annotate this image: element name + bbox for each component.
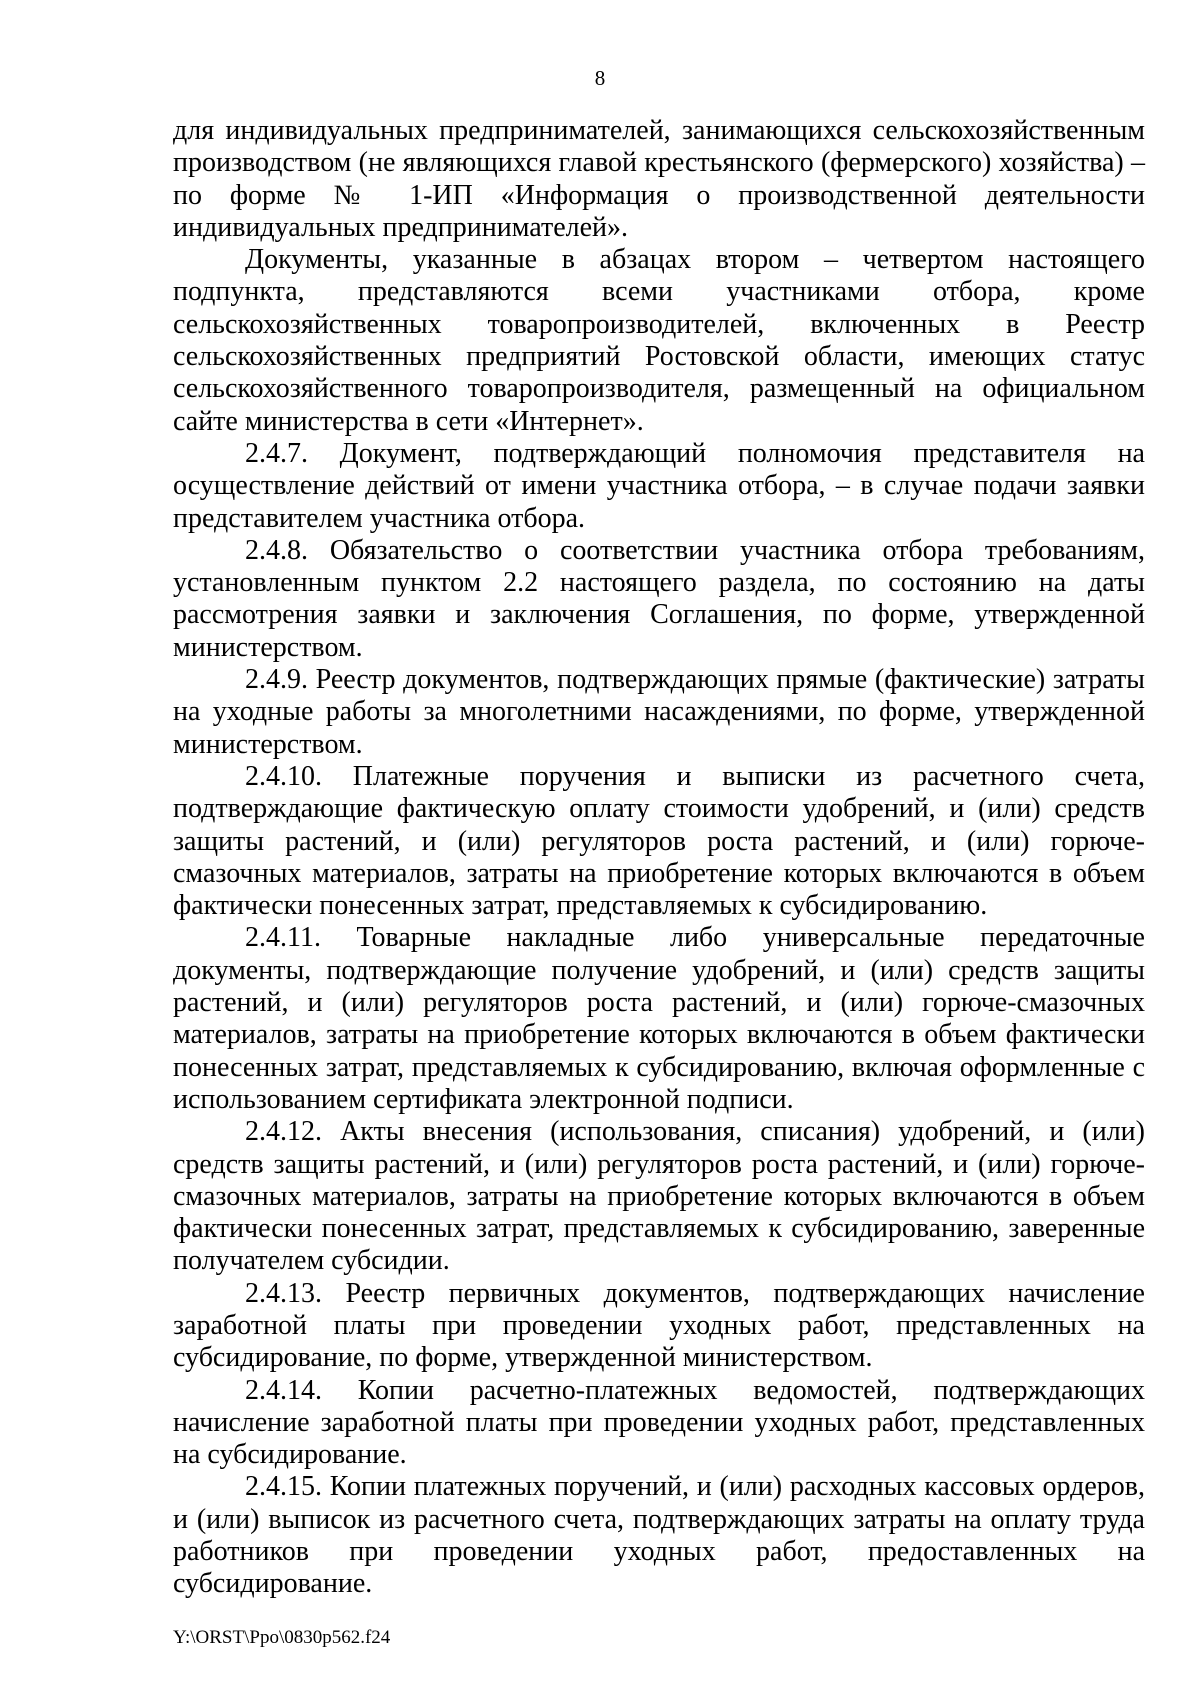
paragraph: 2.4.15. Копии платежных поручений, и (или) расходных кассовых ордеров, и (или) выписок из расчетного счета, подтверждающих затраты на оплату труда работников при проведении уходных работ, предоставленных на субсидирование.: [173, 1471, 1145, 1600]
paragraph: 2.4.14. Копии расчетно-платежных ведомостей, подтверждающих начисление заработной платы при проведении уходных работ, представленных на субсидирование.: [173, 1374, 1145, 1471]
file-path-footer: Y:\ORST\Ppo\0830p562.f24: [173, 1627, 391, 1648]
paragraph: 2.4.7. Документ, подтверждающий полномочия представителя на осуществление действий от имени участника отбора, – в случае подачи заявки представителем участника отбора.: [173, 437, 1145, 534]
paragraph: 2.4.13. Реестр первичных документов, подтверждающих начисление заработной платы при проведении уходных работ, представленных на субсидирование, по форме, утвержденной министерством.: [173, 1277, 1145, 1374]
paragraph: 2.4.12. Акты внесения (использования, списания) удобрений, и (или) средств защиты растений, и (или) регуляторов роста растений, и (или) горюче-смазочных материалов, затраты на приобретение которых включаются в объем фактически понесенных затрат, представляемых к субсидированию, заверенные получателем субсидии.: [173, 1116, 1145, 1277]
paragraph: Документы, указанные в абзацах втором – четвертом настоящего подпункта, представляются всеми участниками отбора, кроме сельскохозяйственных товаропроизводителей, включенных в Реестр сельскохозяйственных предприятий Ростовской области, имеющих статус сельскохозяйственного товаропроизводителя, размещенный на официальном сайте министерства в сети «Интернет».: [173, 244, 1145, 437]
paragraph: для индивидуальных предпринимателей, занимающихся сельскохозяйственным производством (не являющихся главой крестьянского (фермерского) хозяйства) – по форме № 1-ИП «Информация о производственной деятельности индивидуальных предпринимателей».: [173, 115, 1145, 243]
paragraph: 2.4.11. Товарные накладные либо универсальные передаточные документы, подтверждающие получение удобрений, и (или) средств защиты растений, и (или) регуляторов роста растений, и (или) горюче-смазочных материалов, затраты на приобретение которых включаются в объем фактически понесенных затрат, представляемых к субсидированию, включая оформленные с использованием сертификата электронной подписи.: [173, 922, 1145, 1115]
page-number: 8: [594, 66, 606, 90]
paragraph: 2.4.10. Платежные поручения и выписки из расчетного счета, подтверждающие фактическую оплату стоимости удобрений, и (или) средств защиты растений, и (или) регуляторов роста растений, и (или) горюче-смазочных материалов, затраты на приобретение которых включаются в объем фактически понесенных затрат, представляемых к субсидированию.: [173, 760, 1145, 922]
paragraph: 2.4.8. Обязательство о соответствии участника отбора требованиям, установленным пунктом 2.2 настоящего раздела, по состоянию на даты рассмотрения заявки и заключения Соглашения, по форме, утвержденной министерством.: [173, 534, 1145, 663]
document-body: [173, 115, 1145, 1601]
paragraph: 2.4.9. Реестр документов, подтверждающих прямые (фактические) затраты на уходные работы за многолетними насаждениями, по форме, утвержденной министерством.: [173, 664, 1145, 760]
